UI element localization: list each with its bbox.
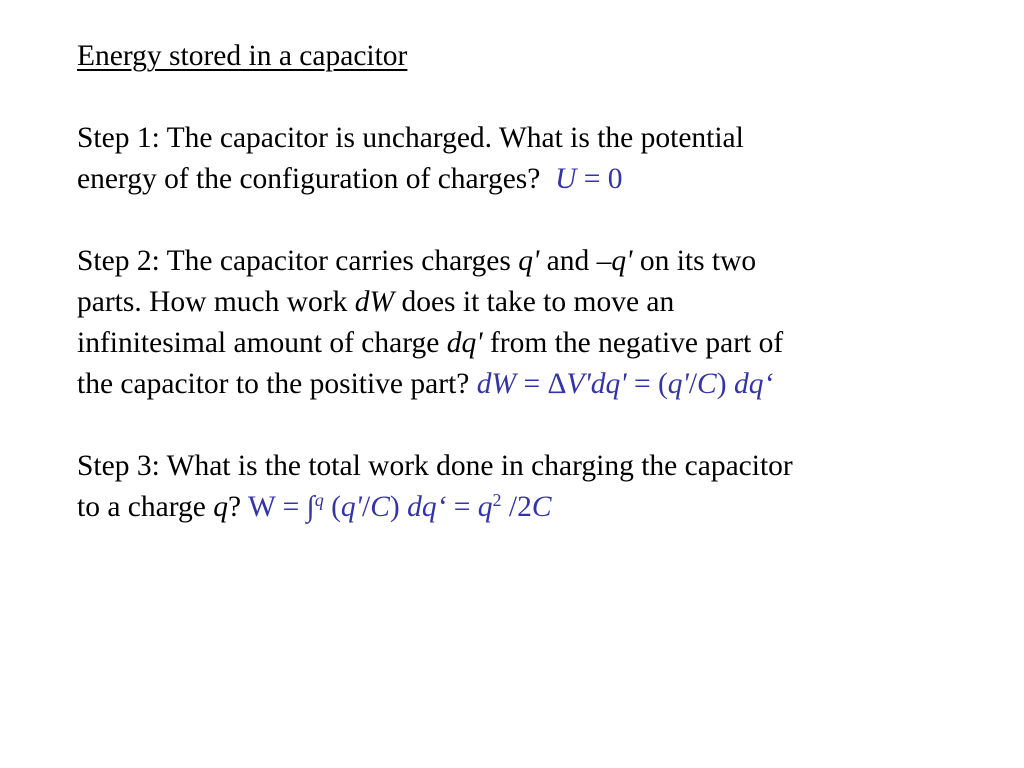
step-2-answer	[477, 368, 774, 400]
answer-upper-limit: q	[314, 490, 324, 511]
step-2-line-4	[77, 364, 977, 405]
step-2-charge-dq-prime: dq'	[446, 327, 483, 359]
step-1-line-1	[77, 118, 977, 159]
step-1	[77, 118, 977, 200]
answer-operator: /	[688, 368, 698, 400]
step-3-line-1	[77, 446, 977, 487]
step-2-text: and –	[539, 245, 612, 277]
step-2	[77, 241, 977, 405]
answer-term: q	[477, 491, 493, 523]
answer-term: dq‘	[407, 491, 447, 523]
answer-operator: /2	[501, 491, 532, 523]
step-1-answer-value: = 0	[576, 163, 623, 195]
answer-term: V'dq'	[566, 368, 627, 400]
answer-operator: )	[716, 368, 734, 400]
answer-term: q'	[667, 368, 689, 400]
step-2-line-2	[77, 282, 977, 323]
step-1-answer	[555, 163, 622, 195]
step-1-answer-variable: U	[555, 163, 577, 195]
answer-operator: (	[323, 491, 341, 523]
step-2-text: from the negative part of	[482, 327, 784, 359]
step-3-answer	[248, 491, 552, 523]
answer-operator: )	[389, 491, 408, 523]
step-3	[77, 446, 977, 528]
step-2-charge-minus-q-prime: q'	[611, 245, 633, 277]
slide-title: Energy stored in a capacitor	[77, 40, 408, 72]
step-2-work-dw: dW	[354, 286, 395, 318]
step-2-line-3	[77, 323, 977, 364]
step-2-text: infinitesimal amount of charge	[77, 327, 447, 359]
step-2-text: does it take to move an	[394, 286, 675, 318]
step-3-text: to a charge	[77, 491, 214, 523]
step-2-text: Step 2: The capacitor carries charges	[77, 245, 519, 277]
answer-term: dq‘	[733, 368, 774, 400]
slide-content	[77, 36, 977, 528]
step-1-line-2	[77, 159, 977, 200]
step-3-text: ?	[228, 491, 248, 523]
answer-term: C	[531, 491, 552, 523]
step-2-text: parts. How much work	[77, 286, 355, 318]
step-1-text-1: Step 1: The capacitor is uncharged. What is the potential	[77, 122, 744, 154]
step-3-line-2	[77, 487, 977, 528]
step-1-text-2: energy of the configuration of charges?	[77, 163, 541, 195]
answer-term: q'	[340, 491, 362, 523]
step-2-text: on its two	[632, 245, 757, 277]
step-2-line-1	[77, 241, 977, 282]
answer-operator: = Δ	[516, 368, 567, 400]
step-3-charge-q: q	[213, 491, 228, 523]
step-3-text: Step 3: What is the total work done in charging the capacitor	[77, 450, 793, 482]
answer-operator: = (	[626, 368, 668, 400]
answer-exponent: 2	[492, 490, 502, 511]
answer-term: C	[370, 491, 390, 523]
step-2-text: the capacitor to the positive part?	[77, 368, 477, 400]
answer-operator: =	[446, 491, 478, 523]
answer-operator: /	[361, 491, 371, 523]
answer-term: dW	[476, 368, 517, 400]
step-2-charge-q-prime: q'	[518, 245, 540, 277]
answer-integral: W = ∫	[247, 491, 315, 523]
answer-term: C	[697, 368, 717, 400]
